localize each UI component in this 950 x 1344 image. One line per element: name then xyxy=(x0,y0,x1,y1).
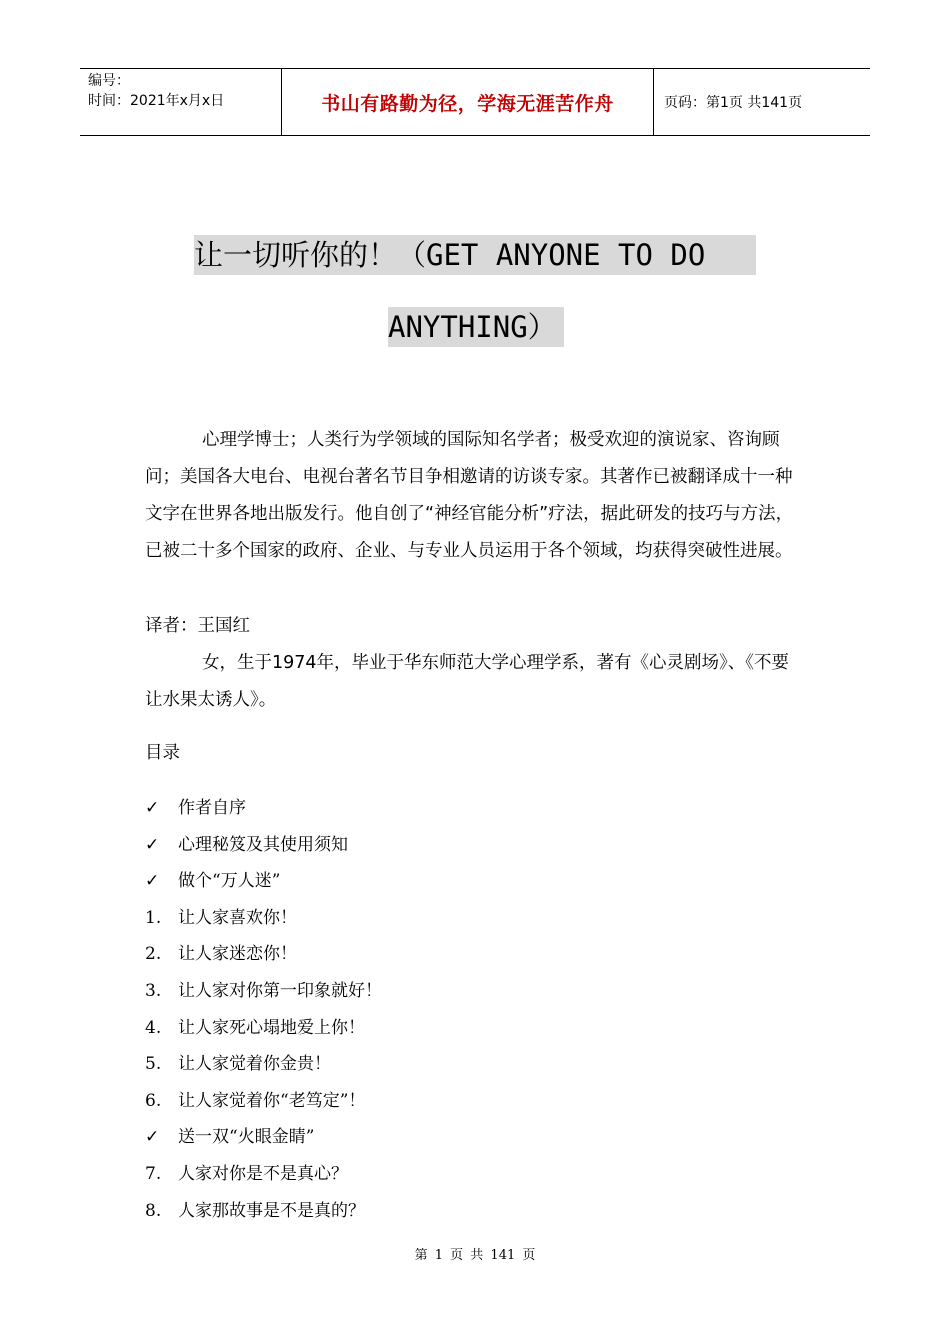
toc-item-text: 让人家觉着你金贵！ xyxy=(178,1054,331,1075)
translator-bio-paragraph: 女，生于1974年，毕业于华东师范大学心理学系，著有《心灵剧场》、《不要让水果太诱人》。 xyxy=(145,653,790,710)
toc-list xyxy=(145,790,382,1229)
document-title-line-2: ANYTHING） xyxy=(388,307,564,347)
toc-item-text: 让人家觉着你“老笃定”！ xyxy=(178,1090,366,1111)
toc-item-text: 人家那故事是不是真的？ xyxy=(178,1200,365,1221)
toc-item xyxy=(145,1010,382,1047)
toc-item xyxy=(145,1119,382,1156)
toc-item-number: 4. xyxy=(145,1017,162,1038)
toc-item-text: 作者自序 xyxy=(178,798,246,818)
toc-item xyxy=(145,936,382,973)
toc-item xyxy=(145,827,382,864)
toc-item xyxy=(145,1156,382,1193)
toc-item-text: 让人家对你第一印象就好！ xyxy=(178,980,382,1001)
toc-item xyxy=(145,790,382,827)
toc-item-text: 做个“万人迷” xyxy=(178,871,281,892)
toc-item-number: 5. xyxy=(145,1054,162,1075)
checkmark-icon: ✓ xyxy=(145,871,160,892)
toc-item-number: 3. xyxy=(145,980,162,1001)
toc-item xyxy=(145,973,382,1010)
toc-item-text: 让人家死心塌地爱上你！ xyxy=(178,1017,365,1038)
header-page-info: 页码：第1页 共141页 xyxy=(664,95,803,111)
header-meta xyxy=(80,69,282,135)
toc-item-text: 送一双“火眼金睛” xyxy=(178,1127,315,1148)
toc-item-text: 让人家喜欢你！ xyxy=(178,907,297,928)
page-footer: 第 1 页 共 141 页 xyxy=(414,1248,536,1263)
header-motto: 书山有路勤为径，学海无涯苦作舟 xyxy=(282,69,654,135)
toc-item-number: 6. xyxy=(145,1090,162,1111)
document-number-label: 编号： xyxy=(88,73,130,89)
toc-item-number: 2. xyxy=(145,944,162,965)
document-date: 时间：2021年x月x日 xyxy=(88,93,225,109)
toc-item xyxy=(145,1193,382,1230)
checkmark-icon: ✓ xyxy=(145,798,160,818)
toc-item xyxy=(145,1046,382,1083)
toc-item xyxy=(145,900,382,937)
author-intro-paragraph: 心理学博士；人类行为学领域的国际知名学者；极受欢迎的演说家、咨询顾问；美国各大电台、电视台著名节目争相邀请的访谈专家。其著作已被翻译成十一种文字在世界各地出版发行。他自创了“神经官能分析”疗法，据此研发的技巧与方法，已被二十多个国家的政府、企业、与专业人员运用于各个领域，均获得突破性进展。 xyxy=(145,430,794,561)
document-title-line-1: 让一切听你的！（GET ANYONE TO DO xyxy=(194,235,756,275)
toc-title: 目录 xyxy=(145,743,180,763)
page-header xyxy=(80,68,870,136)
toc-item-number: 8. xyxy=(145,1200,162,1221)
checkmark-icon: ✓ xyxy=(145,834,160,855)
toc-item-number: 1. xyxy=(145,907,162,928)
toc-item-text: 让人家迷恋你！ xyxy=(178,944,297,965)
translator-line: 译者：王国红 xyxy=(145,616,250,636)
toc-item xyxy=(145,863,382,900)
toc-item-number: 7. xyxy=(145,1163,162,1184)
toc-item-text: 心理秘笈及其使用须知 xyxy=(178,834,348,855)
toc-item xyxy=(145,1083,382,1120)
checkmark-icon: ✓ xyxy=(145,1127,160,1148)
toc-item-text: 人家对你是不是真心？ xyxy=(178,1163,348,1184)
